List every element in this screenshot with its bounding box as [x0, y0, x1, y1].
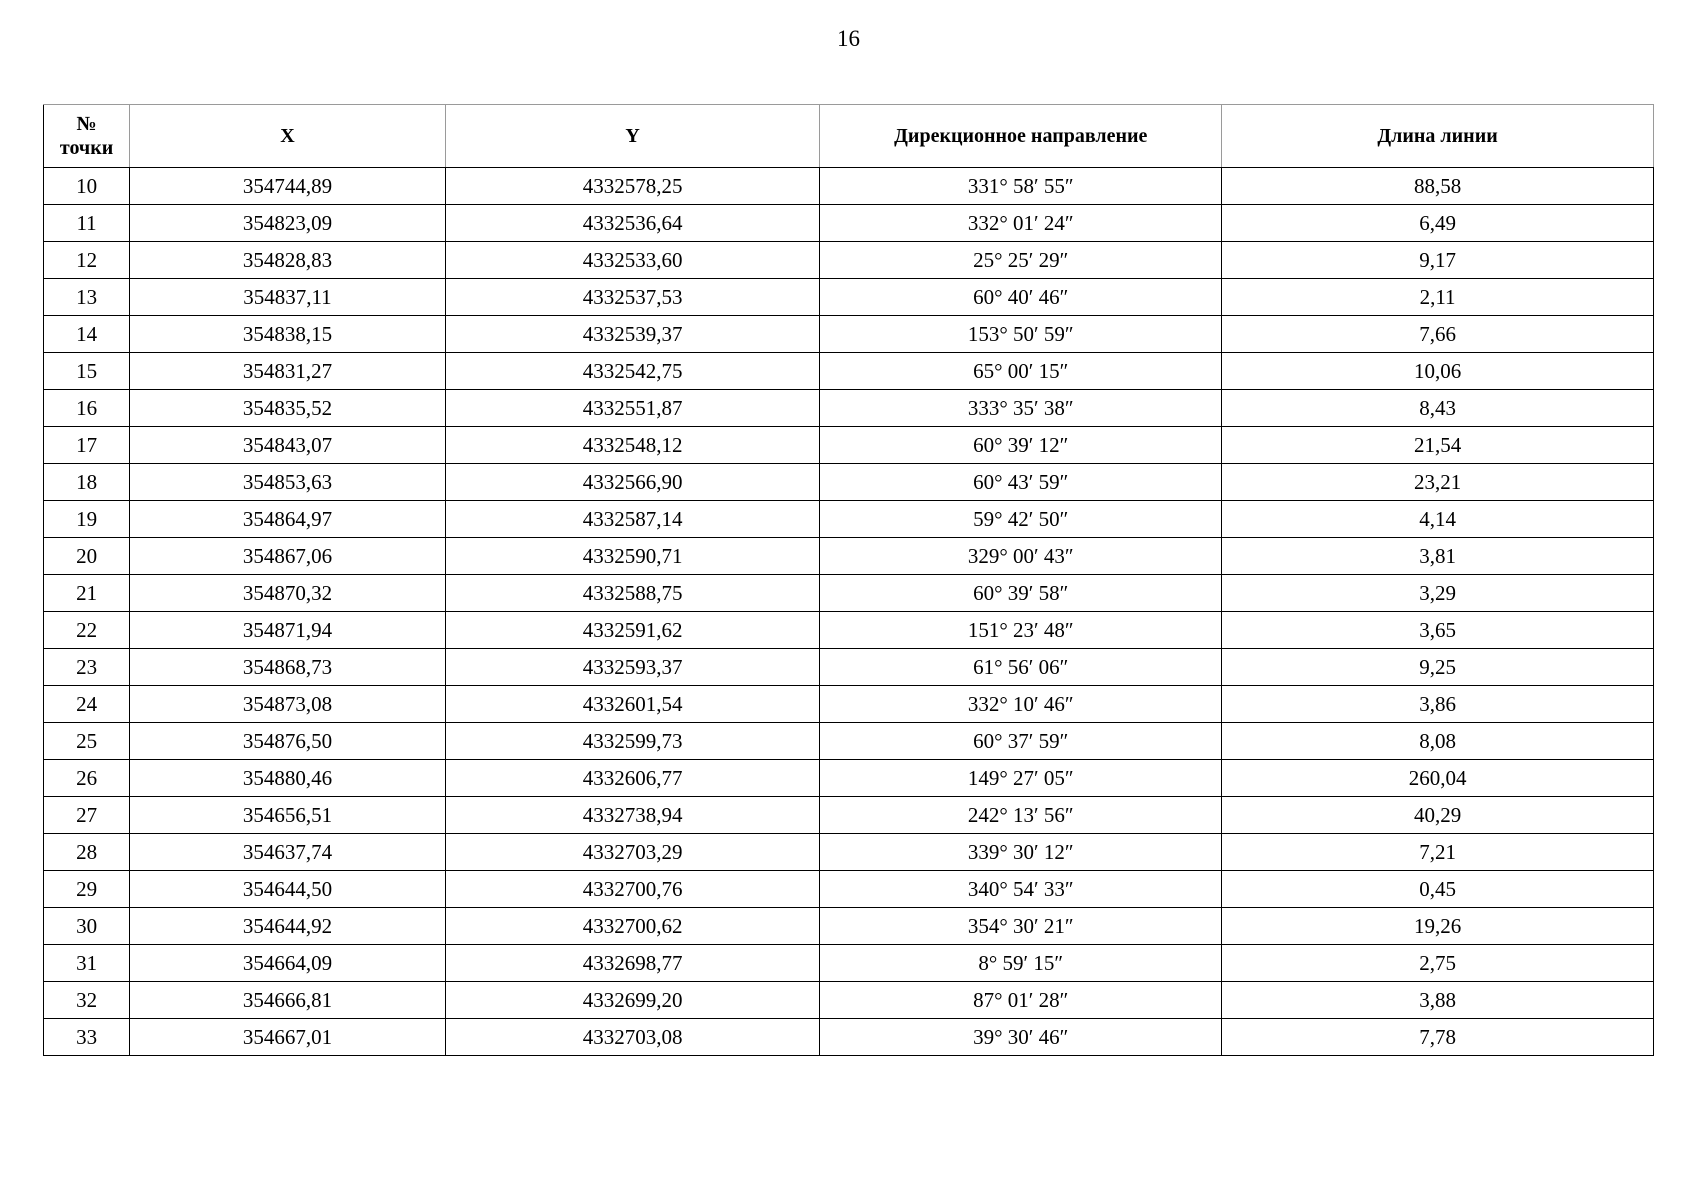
header-y: [445, 105, 820, 168]
cell-point-number: 21: [44, 575, 130, 612]
cell-point-number: 10: [44, 168, 130, 205]
cell-x: 354853,63: [130, 464, 446, 501]
cell-x: 354644,50: [130, 871, 446, 908]
cell-line-length: 0,45: [1222, 871, 1654, 908]
cell-point-number: 16: [44, 390, 130, 427]
cell-point-number: 25: [44, 723, 130, 760]
table-row: [44, 464, 1654, 501]
cell-line-length: 8,43: [1222, 390, 1654, 427]
table-row: [44, 316, 1654, 353]
coordinates-table: [43, 104, 1654, 1056]
cell-y: 4332578,25: [445, 168, 820, 205]
cell-line-length: 88,58: [1222, 168, 1654, 205]
cell-line-length: 9,25: [1222, 649, 1654, 686]
table-row: [44, 871, 1654, 908]
cell-line-length: 40,29: [1222, 797, 1654, 834]
cell-point-number: 23: [44, 649, 130, 686]
cell-y: 4332542,75: [445, 353, 820, 390]
header-x: [130, 105, 446, 168]
header-line-length-label: Длина линии: [1377, 125, 1498, 147]
cell-x: 354744,89: [130, 168, 446, 205]
header-point-number-label: № точки: [59, 113, 114, 159]
header-y-label: Y: [625, 125, 640, 147]
cell-x: 354838,15: [130, 316, 446, 353]
cell-y: 4332606,77: [445, 760, 820, 797]
cell-line-length: 3,81: [1222, 538, 1654, 575]
cell-direction: 340° 54′ 33″: [820, 871, 1222, 908]
cell-x: 354873,08: [130, 686, 446, 723]
table-row: [44, 538, 1654, 575]
cell-x: 354880,46: [130, 760, 446, 797]
cell-point-number: 14: [44, 316, 130, 353]
table-body: [44, 168, 1654, 1056]
cell-direction: 332° 01′ 24″: [820, 205, 1222, 242]
cell-y: 4332601,54: [445, 686, 820, 723]
cell-x: 354828,83: [130, 242, 446, 279]
cell-direction: 153° 50′ 59″: [820, 316, 1222, 353]
page-number: 16: [837, 26, 860, 51]
cell-line-length: 19,26: [1222, 908, 1654, 945]
cell-direction: 151° 23′ 48″: [820, 612, 1222, 649]
cell-x: 354835,52: [130, 390, 446, 427]
cell-x: 354837,11: [130, 279, 446, 316]
table-row: [44, 612, 1654, 649]
cell-point-number: 17: [44, 427, 130, 464]
cell-line-length: 8,08: [1222, 723, 1654, 760]
cell-point-number: 15: [44, 353, 130, 390]
cell-direction: 354° 30′ 21″: [820, 908, 1222, 945]
cell-x: 354871,94: [130, 612, 446, 649]
table-row: [44, 575, 1654, 612]
cell-point-number: 27: [44, 797, 130, 834]
cell-line-length: 10,06: [1222, 353, 1654, 390]
cell-y: 4332548,12: [445, 427, 820, 464]
cell-y: 4332536,64: [445, 205, 820, 242]
cell-direction: 65° 00′ 15″: [820, 353, 1222, 390]
header-direction: [820, 105, 1222, 168]
cell-line-length: 4,14: [1222, 501, 1654, 538]
cell-direction: 25° 25′ 29″: [820, 242, 1222, 279]
cell-x: 354864,97: [130, 501, 446, 538]
header-point-number: [44, 105, 130, 168]
header-row: [44, 105, 1654, 168]
cell-y: 4332700,76: [445, 871, 820, 908]
table-row: [44, 1019, 1654, 1056]
cell-x: 354667,01: [130, 1019, 446, 1056]
cell-x: 354876,50: [130, 723, 446, 760]
table-row: [44, 242, 1654, 279]
table-row: [44, 797, 1654, 834]
cell-point-number: 29: [44, 871, 130, 908]
cell-line-length: 3,86: [1222, 686, 1654, 723]
cell-y: 4332703,08: [445, 1019, 820, 1056]
cell-y: 4332590,71: [445, 538, 820, 575]
cell-y: 4332593,37: [445, 649, 820, 686]
table-row: [44, 427, 1654, 464]
cell-line-length: 2,11: [1222, 279, 1654, 316]
cell-direction: 149° 27′ 05″: [820, 760, 1222, 797]
cell-y: 4332698,77: [445, 945, 820, 982]
cell-y: 4332551,87: [445, 390, 820, 427]
table-row: [44, 501, 1654, 538]
cell-y: 4332566,90: [445, 464, 820, 501]
cell-direction: 60° 37′ 59″: [820, 723, 1222, 760]
cell-x: 354831,27: [130, 353, 446, 390]
cell-direction: 331° 58′ 55″: [820, 168, 1222, 205]
cell-direction: 60° 43′ 59″: [820, 464, 1222, 501]
cell-y: 4332599,73: [445, 723, 820, 760]
cell-point-number: 18: [44, 464, 130, 501]
cell-point-number: 33: [44, 1019, 130, 1056]
cell-direction: 61° 56′ 06″: [820, 649, 1222, 686]
cell-y: 4332703,29: [445, 834, 820, 871]
cell-point-number: 12: [44, 242, 130, 279]
cell-y: 4332738,94: [445, 797, 820, 834]
table-row: [44, 686, 1654, 723]
cell-line-length: 2,75: [1222, 945, 1654, 982]
cell-point-number: 22: [44, 612, 130, 649]
cell-y: 4332700,62: [445, 908, 820, 945]
cell-direction: 8° 59′ 15″: [820, 945, 1222, 982]
cell-point-number: 20: [44, 538, 130, 575]
table-row: [44, 908, 1654, 945]
table-row: [44, 353, 1654, 390]
cell-line-length: 9,17: [1222, 242, 1654, 279]
cell-y: 4332591,62: [445, 612, 820, 649]
table-row: [44, 168, 1654, 205]
cell-direction: 59° 42′ 50″: [820, 501, 1222, 538]
cell-line-length: 23,21: [1222, 464, 1654, 501]
cell-line-length: 21,54: [1222, 427, 1654, 464]
cell-point-number: 19: [44, 501, 130, 538]
cell-x: 354637,74: [130, 834, 446, 871]
cell-line-length: 7,66: [1222, 316, 1654, 353]
cell-y: 4332588,75: [445, 575, 820, 612]
cell-direction: 332° 10′ 46″: [820, 686, 1222, 723]
cell-direction: 60° 40′ 46″: [820, 279, 1222, 316]
cell-point-number: 13: [44, 279, 130, 316]
cell-direction: 60° 39′ 58″: [820, 575, 1222, 612]
cell-x: 354868,73: [130, 649, 446, 686]
cell-point-number: 26: [44, 760, 130, 797]
cell-direction: 329° 00′ 43″: [820, 538, 1222, 575]
cell-direction: 242° 13′ 56″: [820, 797, 1222, 834]
cell-line-length: 260,04: [1222, 760, 1654, 797]
cell-y: 4332587,14: [445, 501, 820, 538]
cell-x: 354666,81: [130, 982, 446, 1019]
cell-x: 354823,09: [130, 205, 446, 242]
header-x-label: X: [280, 125, 295, 147]
cell-line-length: 7,21: [1222, 834, 1654, 871]
cell-point-number: 32: [44, 982, 130, 1019]
cell-direction: 333° 35′ 38″: [820, 390, 1222, 427]
cell-y: 4332537,53: [445, 279, 820, 316]
cell-line-length: 3,88: [1222, 982, 1654, 1019]
table-row: [44, 945, 1654, 982]
cell-point-number: 28: [44, 834, 130, 871]
table-row: [44, 760, 1654, 797]
cell-x: 354870,32: [130, 575, 446, 612]
cell-y: 4332699,20: [445, 982, 820, 1019]
table-row: [44, 723, 1654, 760]
table-header: [44, 105, 1654, 168]
table-row: [44, 390, 1654, 427]
cell-y: 4332533,60: [445, 242, 820, 279]
header-direction-label: Дирекционное направление: [894, 125, 1148, 147]
cell-line-length: 7,78: [1222, 1019, 1654, 1056]
cell-x: 354867,06: [130, 538, 446, 575]
cell-x: 354644,92: [130, 908, 446, 945]
table-row: [44, 649, 1654, 686]
cell-point-number: 24: [44, 686, 130, 723]
cell-x: 354656,51: [130, 797, 446, 834]
table-row: [44, 982, 1654, 1019]
table-row: [44, 834, 1654, 871]
table-row: [44, 279, 1654, 316]
cell-direction: 87° 01′ 28″: [820, 982, 1222, 1019]
cell-point-number: 11: [44, 205, 130, 242]
cell-point-number: 30: [44, 908, 130, 945]
cell-direction: 339° 30′ 12″: [820, 834, 1222, 871]
cell-direction: 60° 39′ 12″: [820, 427, 1222, 464]
cell-x: 354843,07: [130, 427, 446, 464]
header-line-length: [1222, 105, 1654, 168]
cell-x: 354664,09: [130, 945, 446, 982]
cell-direction: 39° 30′ 46″: [820, 1019, 1222, 1056]
cell-line-length: 3,65: [1222, 612, 1654, 649]
cell-line-length: 6,49: [1222, 205, 1654, 242]
cell-point-number: 31: [44, 945, 130, 982]
table-row: [44, 205, 1654, 242]
cell-line-length: 3,29: [1222, 575, 1654, 612]
cell-y: 4332539,37: [445, 316, 820, 353]
